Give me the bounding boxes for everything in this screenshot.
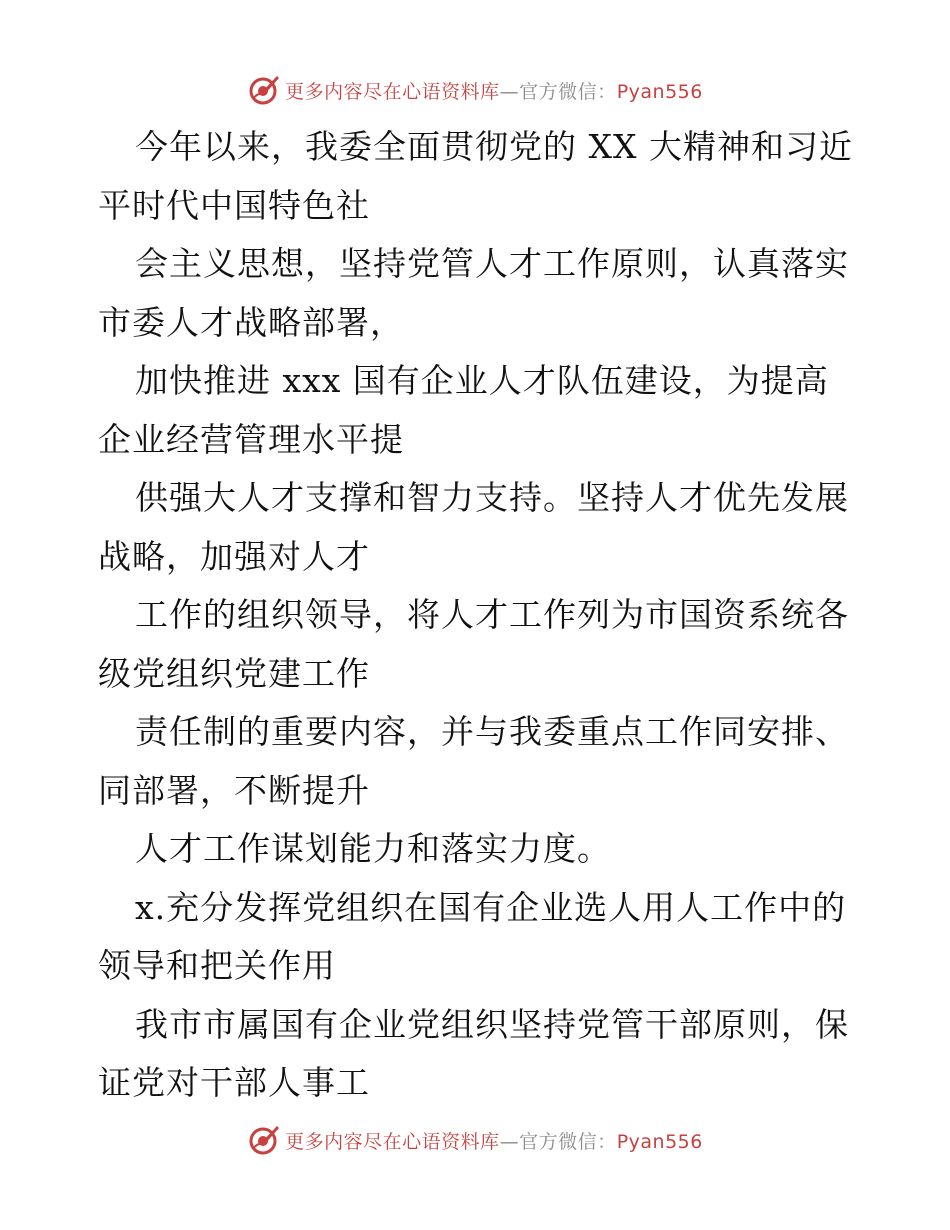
footer-watermark: [0, 1120, 950, 1160]
body-line: 供强大人才支撑和智力支持。坚持人才优先发展: [135, 478, 849, 517]
body-line: 企业经营管理水平提: [98, 419, 404, 459]
header-watermark: [0, 70, 950, 110]
body-line: 加快推进 xxx 国有企业人才队伍建设，为提高: [135, 361, 829, 400]
document-body: [98, 118, 858, 1113]
watermark-wechat-id: Pyan556: [616, 80, 703, 103]
watermark-text: [285, 1127, 703, 1154]
body-line: 今年以来，我委全面贯彻党的 XX 大精神和习近: [135, 127, 853, 166]
watermark-dash: —: [499, 80, 520, 103]
body-line: 级党组织党建工作: [98, 653, 370, 693]
watermark-wechat-label: 官方微信：: [519, 80, 617, 103]
body-line: 证党对干部人事工: [98, 1063, 370, 1102]
body-line: 领导和把关作用: [98, 946, 336, 985]
watermark-brand: 更多内容尽在心语资料库: [285, 80, 500, 103]
quill-seal-icon: [247, 73, 281, 107]
body-line: 同部署，不断提升: [98, 770, 370, 810]
body-line: x.充分发挥党组织在国有企业选人用人工作中的: [135, 887, 847, 927]
quill-seal-icon: [247, 1123, 281, 1157]
body-line: 责任制的重要内容，并与我委重点工作同安排、: [135, 712, 849, 751]
body-line: 战略，加强对人才: [98, 536, 370, 576]
watermark-wechat-label: 官方微信：: [519, 1130, 617, 1153]
watermark-brand: 更多内容尽在心语资料库: [285, 1130, 500, 1153]
body-line: 我市市属国有企业党组织坚持党管干部原则，保: [135, 1004, 849, 1044]
body-line: 人才工作谋划能力和落实力度。: [135, 829, 611, 868]
body-line: 会主义思想，坚持党管人才工作原则，认真落实: [135, 244, 849, 283]
watermark-wechat-id: Pyan556: [616, 1130, 703, 1153]
body-line: 工作的组织领导，将人才工作列为市国资系统各: [135, 595, 849, 634]
body-line: 平时代中国特色社: [98, 185, 370, 225]
watermark-text: [285, 77, 703, 104]
body-line: 市委人才战略部署，: [98, 302, 404, 342]
watermark-dash: —: [499, 1130, 520, 1153]
